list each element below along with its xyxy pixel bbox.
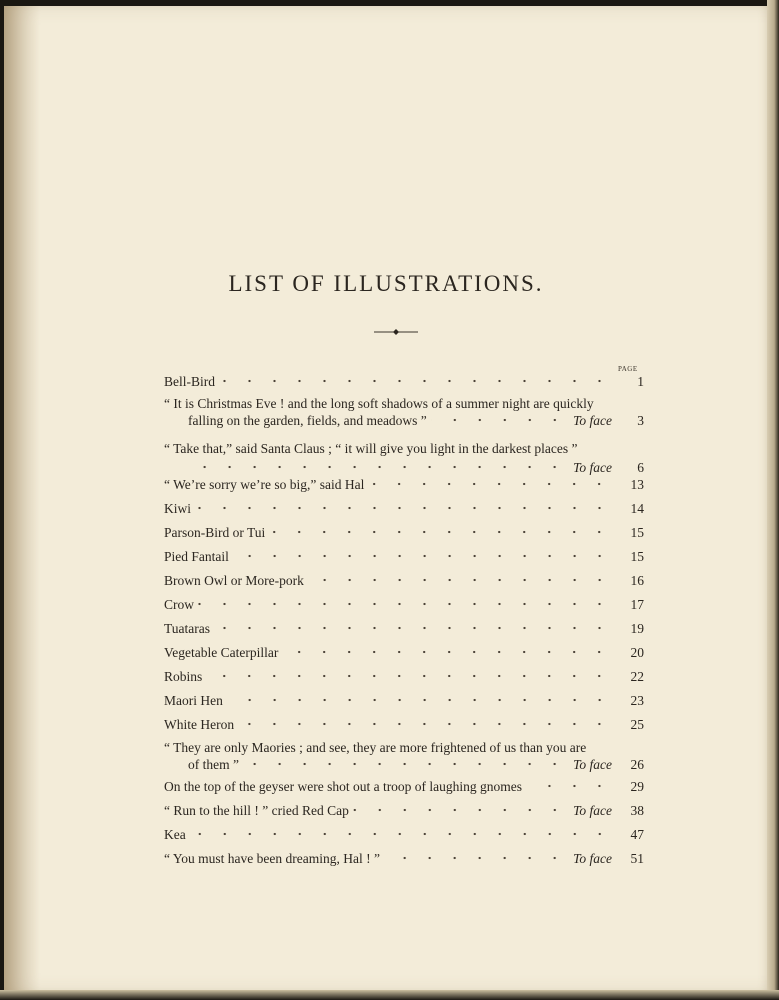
dot-leader [233, 551, 612, 561]
list-item [164, 395, 644, 429]
list-item [164, 826, 644, 843]
entry-title: “ Take that,” said Santa Claus ; “ it will give you light in the darkest places ” [164, 441, 578, 456]
page-column-header: PAGE [618, 365, 638, 373]
list-item [164, 850, 644, 867]
list-item [164, 373, 644, 390]
page-edge-right [767, 0, 779, 1000]
list-item [164, 644, 644, 661]
dot-leader [192, 462, 567, 472]
entry-title: Kea [164, 827, 186, 842]
dot-leader [198, 599, 612, 609]
dot-leader [282, 647, 612, 657]
dot-leader [308, 575, 612, 585]
page-number: 17 [630, 597, 644, 612]
page-number: 13 [630, 477, 644, 492]
dot-leader [214, 623, 612, 633]
entry-title: Robins [164, 669, 203, 684]
dot-leader [238, 719, 612, 729]
dot-leader [190, 829, 612, 839]
entry-title: Tuataras [164, 621, 210, 636]
page-number: 51 [630, 851, 644, 866]
page-number: 47 [630, 827, 644, 842]
to-face-label: To face [573, 803, 612, 818]
page-number: 15 [630, 549, 644, 564]
list-item [164, 668, 644, 685]
list-item [164, 802, 644, 819]
entry-title: “ You must have been dreaming, Hal ! ” [164, 851, 380, 866]
list-item [164, 778, 644, 795]
page-number: 26 [630, 757, 644, 772]
dot-leader [353, 805, 567, 815]
dot-leader [368, 479, 612, 489]
page-number: 3 [637, 413, 644, 428]
list-item [164, 739, 644, 773]
entry-title: Bell-Bird [164, 374, 215, 389]
entry-title: Crow [164, 597, 194, 612]
to-face-label: To face [573, 413, 612, 428]
page-number: 25 [630, 717, 644, 732]
page-number: 22 [630, 669, 644, 684]
dot-leader [243, 759, 567, 769]
entry-title: Pied Fantail [164, 549, 229, 564]
entry-title: White Heron [164, 717, 235, 732]
ornament-divider [374, 328, 418, 336]
list-item [164, 500, 644, 517]
list-item [164, 620, 644, 637]
list-item [164, 572, 644, 589]
page-number: 16 [630, 573, 644, 588]
entry-title: “ We’re sorry we’re so big,” said Hal [164, 477, 365, 492]
page-number: 15 [630, 525, 644, 540]
to-face-label: To face [573, 757, 612, 772]
page-number: 19 [630, 621, 644, 636]
list-item [164, 716, 644, 733]
entry-title: Maori Hen [164, 693, 223, 708]
book-page [4, 6, 768, 992]
dot-leader [384, 853, 567, 863]
entry-title: On the top of the geyser were shot out a troop of laughing gnomes [164, 779, 523, 794]
dot-leader [219, 376, 612, 386]
page-number: 29 [630, 779, 644, 794]
page-number: 6 [637, 460, 644, 475]
entry-title: “ Run to the hill ! ” cried Red Cap [164, 803, 349, 818]
dot-leader [206, 671, 612, 681]
entry-title: Kiwi [164, 501, 191, 516]
to-face-label: To face [573, 460, 612, 475]
dot-leader [227, 695, 612, 705]
dot-leader [269, 527, 612, 537]
page-number: 23 [630, 693, 644, 708]
dot-leader [526, 781, 612, 791]
page-number: 38 [630, 803, 644, 818]
page-number: 1 [637, 374, 644, 389]
page-edge-bottom [0, 990, 779, 1000]
dot-leader [431, 415, 567, 425]
entry-title: falling on the garden, fields, and meadows ” [188, 413, 427, 428]
list-item [164, 692, 644, 709]
entry-title: “ It is Christmas Eve ! and the long soft shadows of a summer night are quickly [164, 396, 594, 411]
list-item [164, 524, 644, 541]
page-number: 14 [630, 501, 644, 516]
list-item [164, 596, 644, 613]
page-title: LIST OF ILLUSTRATIONS. [228, 271, 544, 296]
list-item [164, 548, 644, 565]
list-item [164, 440, 644, 476]
entry-title: Brown Owl or More-pork [164, 573, 304, 588]
entry-title: of them ” [188, 757, 239, 772]
dot-leader [195, 503, 612, 513]
entry-title: Parson-Bird or Tui [164, 525, 266, 540]
entry-title: “ They are only Maories ; and see, they are more frightened of us than you are [164, 740, 587, 755]
to-face-label: To face [573, 851, 612, 866]
entry-title: Vegetable Caterpillar [164, 645, 279, 660]
list-item [164, 476, 644, 493]
page-number: 20 [630, 645, 644, 660]
